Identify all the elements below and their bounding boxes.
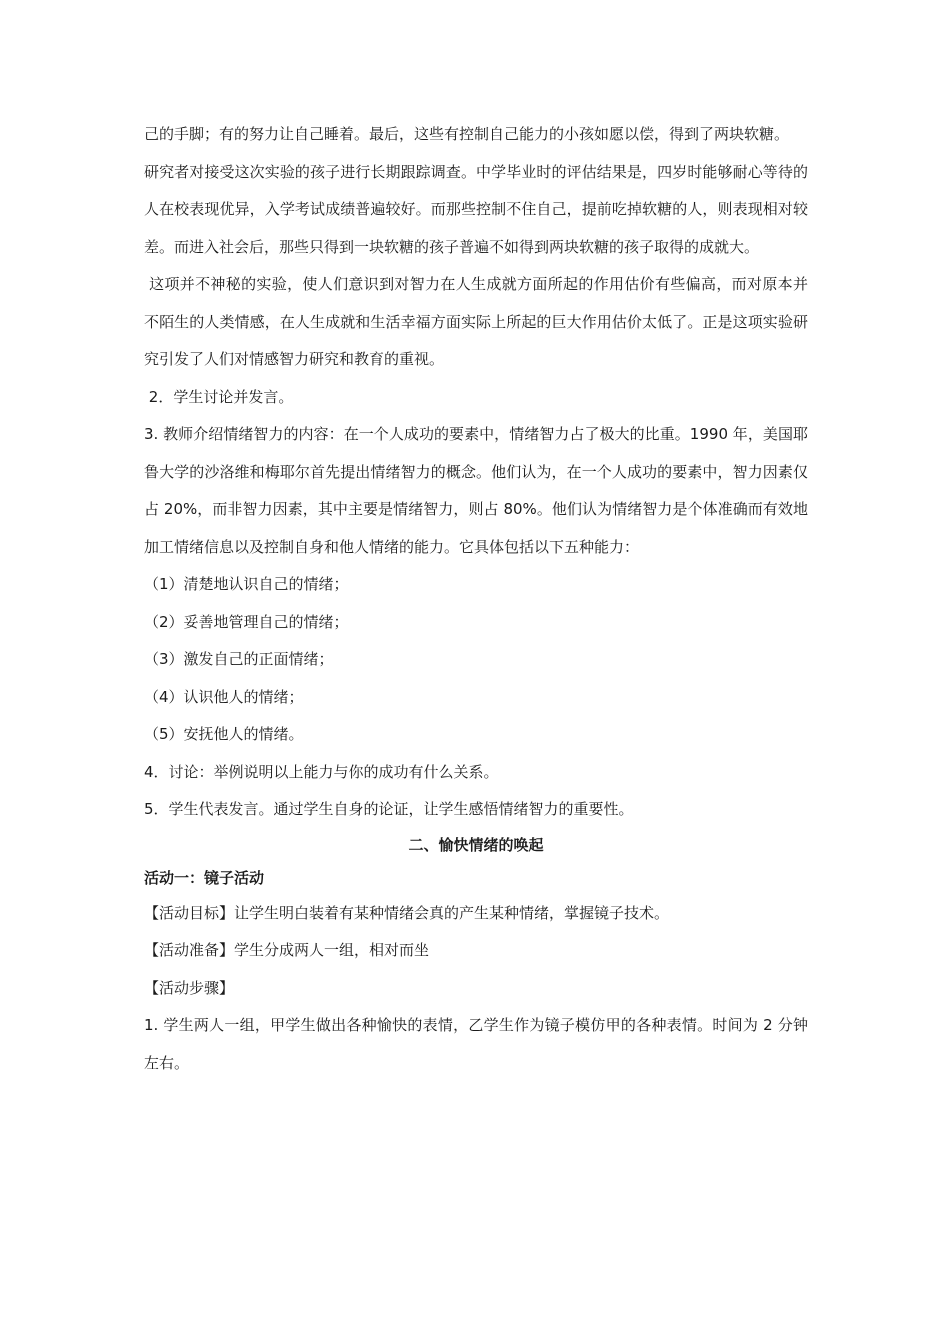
- list-item-ability-5: （5）安抚他人的情绪。: [144, 725, 304, 743]
- list-item-ability-2: （2）妥善地管理自己的情绪；: [144, 612, 349, 631]
- list-item-step-5: 5．学生代表发言。通过学生自身的论证，让学生感悟情绪智力的重要性。: [144, 800, 634, 818]
- activity-steps-label: 【活动步骤】: [144, 978, 235, 997]
- paragraph-follow-up-study: 研究者对接受这次实验的孩子进行长期跟踪调查。中学毕业时的评估结果是，四岁时能够耐心等待的人在校表现优异，入学考试成绩普遍较好。而那些控制不住自己，提前吃掉软糖的人，则表现相对较差。而进入社会后，那些只得到一块软糖的孩子普遍不如得到两块软糖的孩子取得的成就大。: [144, 162, 808, 256]
- activity-goal: 【活动目标】让学生明白装着有某种情绪会真的产生某种情绪，掌握镜子技术。: [144, 903, 670, 922]
- list-item-step-4: 4．讨论：举例说明以上能力与你的成功有什么关系。: [144, 762, 499, 781]
- activity-preparation: 【活动准备】学生分成两人一组，相对而坐: [144, 941, 430, 959]
- paragraph-emotional-intelligence: 3. 教师介绍情绪智力的内容：在一个人成功的要素中，情绪智力占了极大的比重。1990 年，美国耶鲁大学的沙洛维和梅耶尔首先提出情绪智力的概念。他们认为，在一个人成功的要素中，智力因素仅占 20%，而非智力因素，其中主要是情绪智力，则占 80%。他们认为情绪智力是个体准确而有效地加工情绪信息以及控制自身和他人情绪的能力。它具体包括以下五种能力：: [144, 425, 808, 556]
- paragraph-experiment-result: 己的手脚；有的努力让自己睡着。最后，这些有控制自己能力的小孩如愿以偿，得到了两块软糖。: [144, 125, 790, 143]
- activity-step-1: 1. 学生两人一组，甲学生做出各种愉快的表情，乙学生作为镜子模仿甲的各种表情。时间为 2 分钟左右。: [144, 1016, 808, 1072]
- list-item-step-2: 2．学生讨论并发言。: [144, 387, 294, 406]
- paragraph-experiment-significance: 这项并不神秘的实验，使人们意识到对智力在人生成就方面所起的作用估价有些偏高，而对原本并不陌生的人类情感，在人生成就和生活幸福方面实际上所起的巨大作用估价太低了。正是这项实验研究引发了人们对情感智力研究和教育的重视。: [144, 275, 808, 368]
- document-page: [144, 116, 808, 1082]
- section-heading: 二、愉快情绪的唤起: [408, 835, 544, 854]
- list-item-ability-1: （1）清楚地认识自己的情绪；: [144, 575, 349, 593]
- list-item-ability-4: （4）认识他人的情绪；: [144, 687, 304, 706]
- activity-title: 活动一：镜子活动: [144, 868, 265, 887]
- list-item-ability-3: （3）激发自己的正面情绪；: [144, 650, 334, 668]
